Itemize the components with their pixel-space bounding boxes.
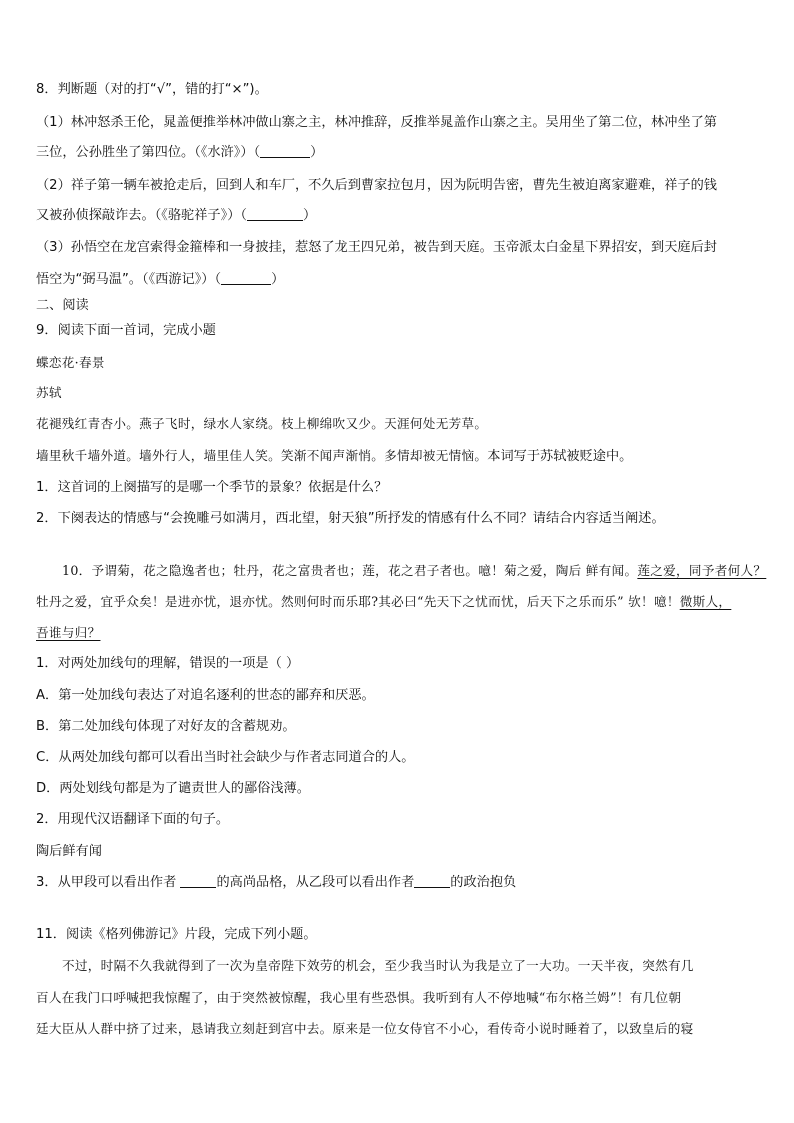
q8-item2-line1: （2）祥子第一辆车被抢走后，回到人和车厂，不久后到曹家拉包月，因为阮明告密，曹先生被迫离家避难，祥子的钱: [36, 178, 717, 193]
q9-stem: 9．阅读下面一首词，完成小题: [36, 323, 216, 338]
option-a[interactable]: A．第一处加线句表达了对追名逐利的世态的鄙弃和厌恶。: [36, 688, 375, 703]
option-b[interactable]: B．第二处加线句体现了对好友的含蓄规劝。: [36, 719, 296, 734]
option-d[interactable]: D．两处划线句都是为了谴责世人的鄙俗浅薄。: [36, 781, 310, 796]
q8-item2-text: 又被孙侦探敲诈去。（《骆驼祥子》）（: [36, 208, 247, 223]
q8-item3-close: ）: [271, 272, 285, 287]
poem-title: 蝶恋花·春景: [36, 355, 105, 370]
q10-passage-line1: [62, 561, 766, 581]
underlined-sentence-2: 微斯人，: [679, 594, 732, 609]
q8-item3-line2: [36, 270, 284, 290]
q10-sub3-text: 的政治抱负: [450, 875, 517, 890]
q10-sub2: 2．用现代汉语翻译下面的句子。: [36, 812, 230, 827]
q11-passage-line3: 廷大臣从人群中挤了过来，恳请我立刻赶到宫中去。原来是一位女侍官不小心，看传奇小说时睡着了，以致皇后的寝: [36, 1021, 694, 1036]
answer-blank[interactable]: [414, 873, 450, 888]
q8-stem: 8．判断题（对的打“√”，错的打“×”)。: [36, 82, 268, 97]
q10-passage-line2: [36, 592, 731, 612]
q8-item1-line2: [36, 143, 323, 163]
answer-blank[interactable]: [247, 206, 303, 221]
answer-blank[interactable]: [180, 873, 216, 888]
underlined-sentence-1: 莲之爱，同予者何人？: [637, 563, 767, 578]
q11-stem: 11．阅读《格列佛游记》片段，完成下列小题。: [36, 927, 317, 942]
q10-passage-text: 牡丹之爱，宜乎众矣！是进亦忧，退亦忧。然则何时而乐耶?其必曰“先天下之忧而忧，后天下之乐而乐” 欤！噫！: [36, 594, 680, 609]
q10-sub3: [36, 873, 516, 893]
q11-passage-line1: 不过，时隔不久我就得到了一次为皇帝陛下效劳的机会，至少我当时认为我是立了一大功。一天半夜，突然有几: [62, 958, 694, 973]
poem-author: 苏轼: [36, 385, 62, 400]
option-c[interactable]: C．从两处加线句都可以看出当时社会缺少与作者志同道合的人。: [36, 750, 415, 765]
q10-sub1: 1．对两处加线句的理解，错误的一项是（ ）: [36, 656, 300, 671]
section-title: 二、阅读: [36, 298, 89, 313]
q9-sub2: 2．下阕表达的情感与“会挽雕弓如满月，西北望，射天狼”所抒发的情感有什么不同？请结合内容适当阐述。: [36, 511, 665, 526]
underlined-sentence-2-end: 吾谁与归？: [36, 625, 101, 640]
q11-passage-line2: 百人在我门口呼喊把我惊醒了，由于突然被惊醒，我心里有些恐惧。我听到有人不停地喊“布尔格兰姆”！有几位朝: [36, 990, 682, 1005]
q9-sub1: 1．这首词的上阕描写的是哪一个季节的景象？依据是什么？: [36, 480, 388, 495]
q8-item1-close: ）: [310, 145, 324, 160]
q10-sub3-text: 的高尚品格，从乙段可以看出作者: [216, 875, 415, 890]
poem-line-1: 花褪残红青杏小。燕子飞时，绿水人家绕。枝上柳绵吹又少。天涯何处无芳草。: [36, 416, 488, 431]
poem-line-2: [36, 446, 632, 467]
q10-passage-line3: [36, 623, 100, 643]
q8-item1-text: 三位，公孙胜坐了第四位。（《水浒》）（: [36, 145, 261, 160]
q10-passage-text: 10．予谓菊，花之隐逸者也；牡丹，花之富贵者也；莲，花之君子者也。噫！菊之爱，陶后 鲜有闻。: [62, 563, 638, 578]
q8-item3-text: 悟空为“弼马温”。（《西游记》）（: [36, 272, 222, 287]
q8-item1-line1: （1）林冲怒杀王伦，晁盖便推举林冲做山寨之主，林冲推辞，反推举晁盖作山寨之主。吴用坐了第二位，林冲坐了第: [36, 115, 717, 130]
answer-blank[interactable]: [221, 270, 271, 285]
q8-item2-close: ）: [302, 208, 317, 223]
q8-item3-line1: （3）孙悟空在龙宫索得金箍棒和一身披挂，惹怒了龙王四兄弟，被告到天庭。玉帝派太白金星下界招安，到天庭后封: [36, 240, 717, 255]
q10-sub3-text: 3．从甲段可以看出作者: [36, 875, 181, 890]
q8-item2-line2: [36, 206, 316, 226]
poem-line-2-text: 墙里秋千墙外道。墙外行人，墙里佳人笑。笑渐不闻声渐悄。多情却被无情恼。: [36, 448, 488, 463]
answer-blank[interactable]: [260, 143, 310, 158]
q10-sub2-sentence: 陶后鲜有闻: [36, 844, 102, 859]
poem-note: 本词写于苏轼被贬途中。: [487, 449, 633, 464]
